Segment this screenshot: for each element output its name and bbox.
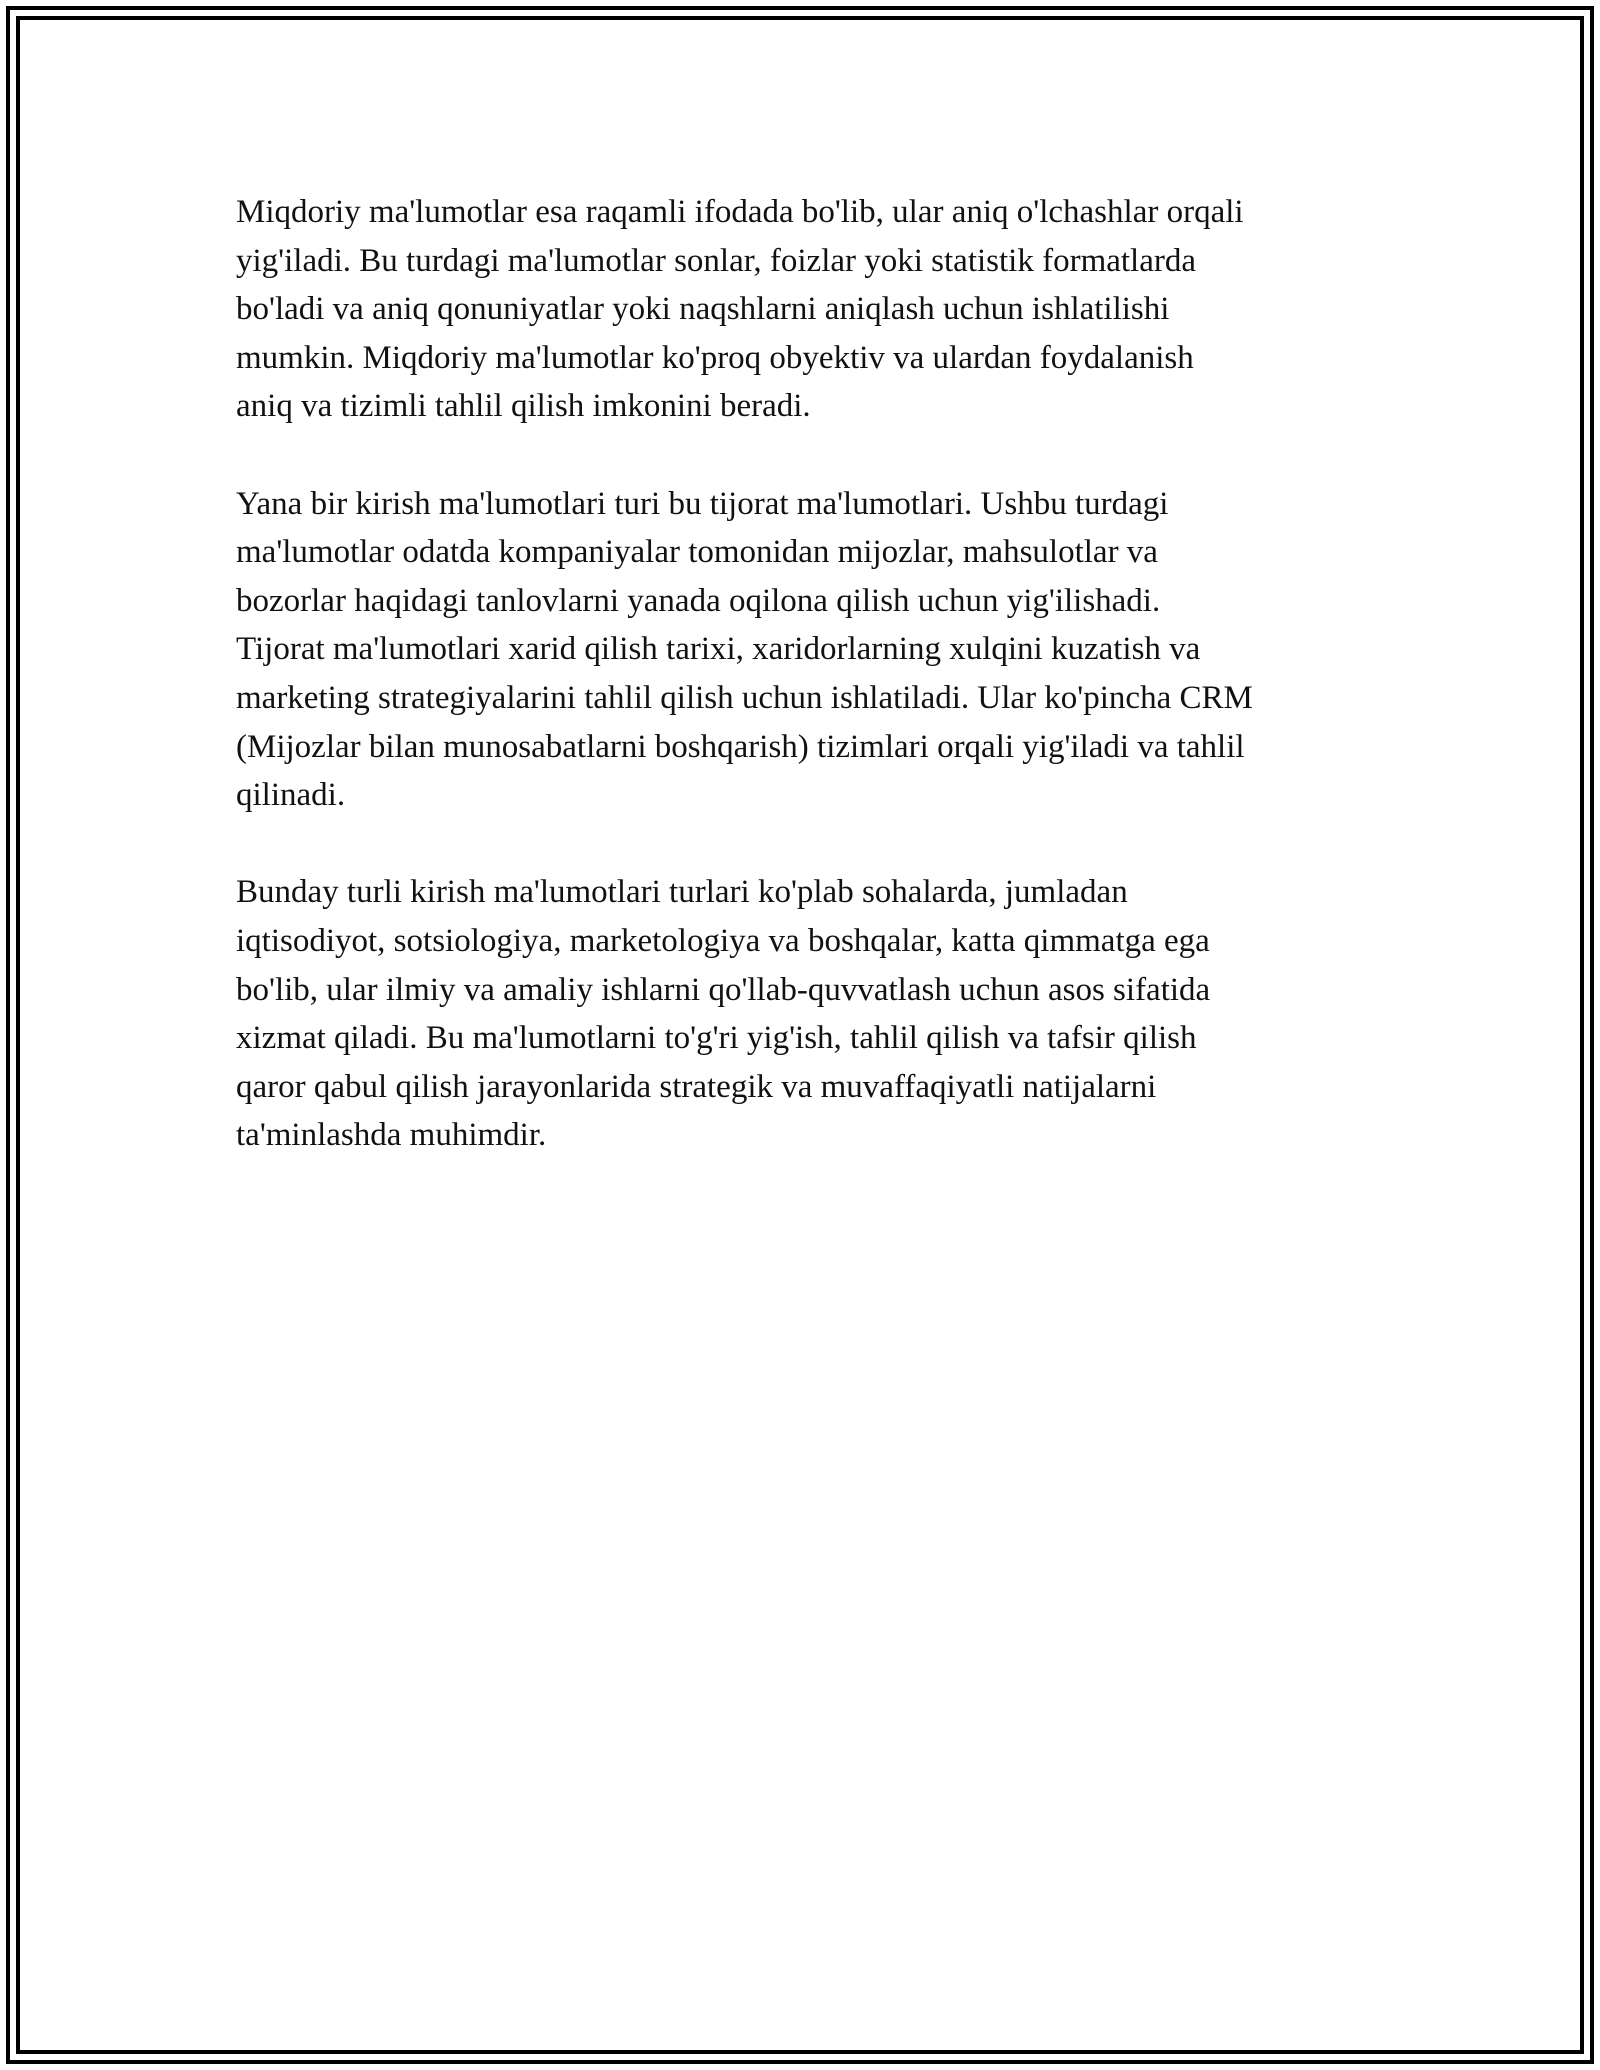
text-line: bo'ladi va aniq qonuniyatlar yoki naqshlarni aniqlash uchun ishlatilishi [236, 291, 1170, 328]
document-body [236, 188, 1376, 1208]
text-line: qaror qabul qilish jarayonlarida strategik va muvaffaqiyatli natijalarni [236, 1068, 1157, 1105]
paragraph-quantitative-data [236, 188, 1376, 431]
text-line: Yana bir kirish ma'lumotlari turi bu tijorat ma'lumotlari. Ushbu turdagi [236, 485, 1169, 522]
text-line: qilinadi. [236, 777, 346, 814]
text-line: marketing strategiyalarini tahlil qilish uchun ishlatiladi. Ular ko'pincha CRM [236, 679, 1253, 716]
text-line: Miqdoriy ma'lumotlar esa raqamli ifodada bo'lib, ular aniq o'lchashlar orqali [236, 194, 1244, 230]
text-line: ta'minlashda muhimdir. [236, 1117, 547, 1154]
text-line: yig'iladi. Bu turdagi ma'lumotlar sonlar, foizlar yoki statistik formatlarda [236, 242, 1197, 279]
text-line: ma'lumotlar odatda kompaniyalar tomonidan mijozlar, mahsulotlar va [236, 534, 1158, 571]
text-line: Tijorat ma'lumotlari xarid qilish tarixi, xaridorlarning xulqini kuzatish va [236, 631, 1201, 668]
text-line: bo'lib, ular ilmiy va amaliy ishlarni qo'llab-quvvatlash uchun asos sifatida [236, 971, 1211, 1008]
text-line: mumkin. Miqdoriy ma'lumotlar ko'proq obyektiv va ulardan foydalanish [236, 339, 1194, 376]
text-line: Bunday turli kirish ma'lumotlari turlari ko'plab sohalarda, jumladan [236, 874, 1128, 911]
text-line: xizmat qiladi. Bu ma'lumotlarni to'g'ri yig'ish, tahlil qilish va tafsir qilish [236, 1020, 1197, 1057]
paragraph-conclusion [236, 868, 1376, 1160]
text-line: bozorlar haqidagi tanlovlarni yanada oqilona qilish uchun yig'ilishadi. [236, 582, 1161, 619]
text-line: iqtisodiyot, sotsiologiya, marketologiya va boshqalar, katta qimmatga ega [236, 922, 1210, 959]
paragraph-commercial-data [236, 480, 1376, 820]
text-line: (Mijozlar bilan munosabatlarni boshqarish) tizimlari orqali yig'iladi va tahlil [236, 728, 1245, 765]
text-line: aniq va tizimli tahlil qilish imkonini beradi. [236, 388, 811, 425]
